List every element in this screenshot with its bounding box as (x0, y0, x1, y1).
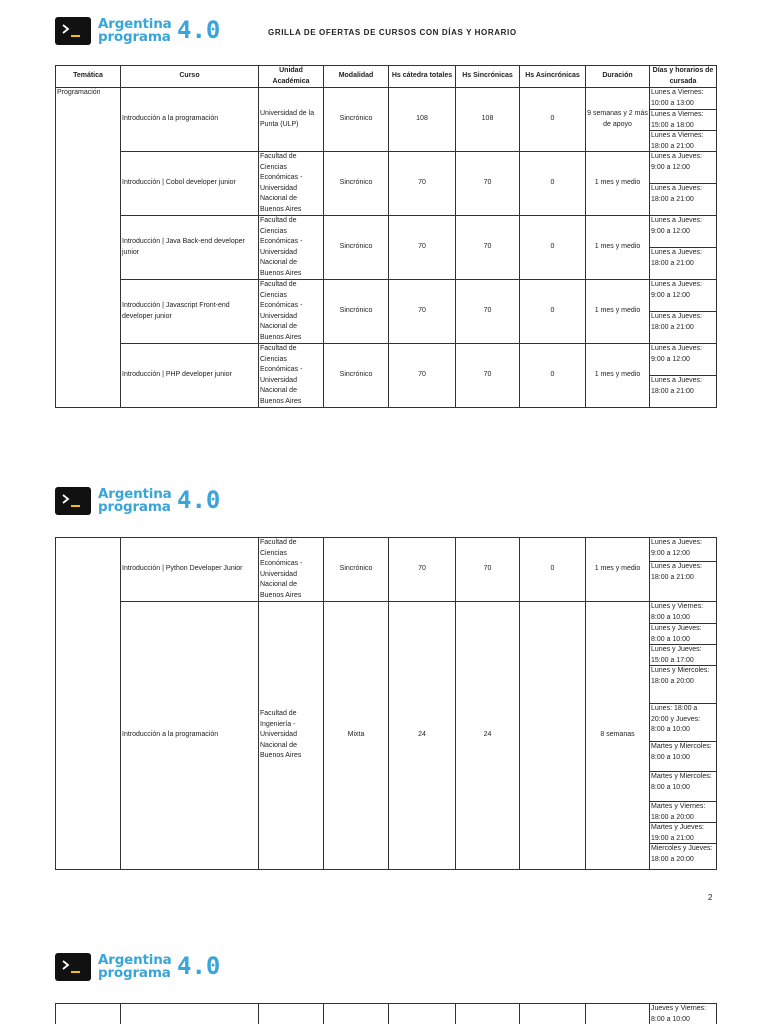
schedule-slot: Lunes a Jueves: 9:00 a 12:00 (651, 153, 702, 171)
course-cell: Introducción | PHP developer junior (121, 344, 259, 408)
sync-hours-cell: 108 (456, 88, 520, 152)
schedule-slot: Lunes a Jueves: 9:00 a 12:00 (651, 539, 702, 557)
duration-cell: 1 mes y medio (586, 280, 650, 344)
logo (55, 953, 221, 981)
column-header: Duración (586, 66, 650, 88)
duration-cell: 1 mes y medio (586, 538, 650, 602)
schedule-slot: Lunes a Jueves: 9:00 a 12:00 (651, 281, 702, 299)
unit-cell: Facultad de Ciencias Económicas - Universidad Nacional de Buenos Aires (259, 344, 324, 408)
schedule-slot: Miercoles y Jueves: 18:00 a 20:00 (650, 843, 716, 869)
topic-cell: Programación (56, 88, 121, 408)
modality-cell: Sincrónico (324, 88, 389, 152)
course-cell: Introducción a la programación (121, 602, 259, 870)
empty-cell (586, 1004, 650, 1024)
column-header: Hs Sincrónicas (456, 66, 520, 88)
schedule-slot: Lunes y Jueves: 15:00 a 17:00 (650, 644, 716, 665)
modality-cell: Sincrónico (324, 152, 389, 216)
column-header: Unidad Académica (259, 66, 324, 88)
schedule-slot: Lunes a Viernes: 10:00 a 13:00 (651, 89, 704, 107)
sync-hours-cell: 70 (456, 152, 520, 216)
modality-cell: Sincrónico (324, 216, 389, 280)
duration-cell: 1 mes y medio (586, 216, 650, 280)
total-hours-cell: 70 (389, 538, 456, 602)
logo-version (177, 954, 221, 981)
schedule-slot: Lunes a Jueves: 9:00 a 12:00 (651, 345, 702, 363)
empty-cell (121, 1004, 259, 1024)
empty-cell (56, 1004, 121, 1024)
logo-line2: programa (98, 499, 171, 515)
schedule-slot: Lunes: 18:00 a 20:00 y Jueves: 8:00 a 10:00 (650, 703, 716, 741)
schedule-slot: Martes y Viernes: 18:00 a 20:00 (650, 801, 716, 822)
schedule-slot: Lunes a Viernes: 15:00 a 18:00 (650, 109, 716, 130)
sync-hours-cell: 24 (456, 602, 520, 870)
column-header: Días y horarios de cursada (650, 66, 717, 88)
schedule-slot: Lunes a Jueves: 9:00 a 12:00 (651, 217, 702, 235)
logo-line1: Argentina (98, 486, 172, 502)
schedule-slot: Lunes y Miercoles: 18:00 a 20:00 (650, 665, 716, 703)
column-header: Hs Asincrónicas (520, 66, 586, 88)
duration-cell: 1 mes y medio (586, 152, 650, 216)
async-hours-cell: 0 (520, 216, 586, 280)
course-cell: Introducción | Python Developer Junior (121, 538, 259, 602)
schedule-slot: Lunes y Jueves: 8:00 a 10:00 (650, 623, 716, 644)
duration-cell: 1 mes y medio (586, 344, 650, 408)
column-header: Hs cátedra totales (389, 66, 456, 88)
logo-version-text: 4.0 (176, 17, 220, 40)
course-cell: Introducción | Cobol developer junior (121, 152, 259, 216)
unit-cell: Facultad de Ciencias Económicas - Universidad Nacional de Buenos Aires (259, 538, 324, 602)
logo-line1: Argentina (98, 16, 172, 32)
sync-hours-cell: 70 (456, 344, 520, 408)
sync-hours-cell: 70 (456, 216, 520, 280)
schedule-slot: Lunes a Jueves: 18:00 a 21:00 (650, 311, 716, 343)
modality-cell: Sincrónico (324, 538, 389, 602)
schedule-cell: Jueves y Viernes: 8:00 a 10:00 (650, 1004, 717, 1024)
sync-hours-cell: 70 (456, 280, 520, 344)
schedule-slot: Lunes a Jueves: 18:00 a 21:00 (650, 183, 716, 215)
empty-cell (259, 1004, 324, 1024)
empty-cell (456, 1004, 520, 1024)
total-hours-cell: 70 (389, 152, 456, 216)
unit-cell: Facultad de Ciencias Económicas - Universidad Nacional de Buenos Aires (259, 280, 324, 344)
logo-line2: programa (98, 29, 171, 45)
async-hours-cell: 0 (520, 344, 586, 408)
logo-line2: programa (98, 965, 171, 981)
total-hours-cell: 24 (389, 602, 456, 870)
column-header: Modalidad (324, 66, 389, 88)
schedule-slot: Lunes y Viernes: 8:00 a 10:00 (651, 603, 704, 621)
unit-cell: Universidad de la Punta (ULP) (259, 88, 324, 152)
schedule-slot: Martes y Jueves: 19:00 a 21:00 (650, 822, 716, 843)
table-row (56, 1004, 717, 1024)
logo-version-text: 4.0 (176, 487, 220, 510)
schedule-slot: Lunes a Jueves: 18:00 a 21:00 (650, 561, 716, 601)
logo-line1: Argentina (98, 952, 172, 968)
schedule-slot: Martes y Miercoles: 8:00 a 10:00 (650, 741, 716, 771)
course-cell: Introducción a la programación (121, 88, 259, 152)
unit-cell: Facultad de Ciencias Económicas - Universidad Nacional de Buenos Aires (259, 216, 324, 280)
column-header: Temática (56, 66, 121, 88)
course-cell: Introducción | Java Back-end developer junior (121, 216, 259, 280)
duration-cell: 8 semanas (586, 602, 650, 870)
async-hours-cell: 0 (520, 538, 586, 602)
document-title: GRILLA DE OFERTAS DE CURSOS CON DÍAS Y HORARIO (268, 28, 517, 37)
modality-cell: Mixta (324, 602, 389, 870)
total-hours-cell: 70 (389, 344, 456, 408)
column-header: Curso (121, 66, 259, 88)
empty-cell (389, 1004, 456, 1024)
async-hours-cell: 0 (520, 88, 586, 152)
course-cell: Introducción | Javascript Front-end developer junior (121, 280, 259, 344)
modality-cell: Sincrónico (324, 280, 389, 344)
page-number: 2 (708, 893, 713, 902)
sync-hours-cell: 70 (456, 538, 520, 602)
empty-cell (324, 1004, 389, 1024)
schedule-slot: Lunes a Viernes: 18:00 a 21:00 (650, 130, 716, 151)
async-hours-cell: 0 (520, 152, 586, 216)
modality-cell: Sincrónico (324, 344, 389, 408)
unit-cell: Facultad de Ciencias Económicas - Universidad Nacional de Buenos Aires (259, 152, 324, 216)
duration-cell: 9 semanas y 2 más de apoyo (586, 88, 650, 152)
schedule-slot: Lunes a Jueves: 18:00 a 21:00 (650, 247, 716, 279)
empty-cell (520, 1004, 586, 1024)
total-hours-cell: 70 (389, 216, 456, 280)
total-hours-cell: 108 (389, 88, 456, 152)
schedule-slot: Martes y Miercoles: 8:00 a 10:00 (650, 771, 716, 801)
logo-version-text: 4.0 (176, 953, 220, 976)
unit-cell: Facultad de Ingeniería - Universidad Nacional de Buenos Aires (259, 602, 324, 870)
async-hours-cell: 0 (520, 280, 586, 344)
total-hours-cell: 70 (389, 280, 456, 344)
schedule-slot: Lunes a Jueves: 18:00 a 21:00 (650, 375, 716, 407)
courses-table-page3 (55, 1003, 717, 1024)
terminal-icon (55, 953, 91, 981)
